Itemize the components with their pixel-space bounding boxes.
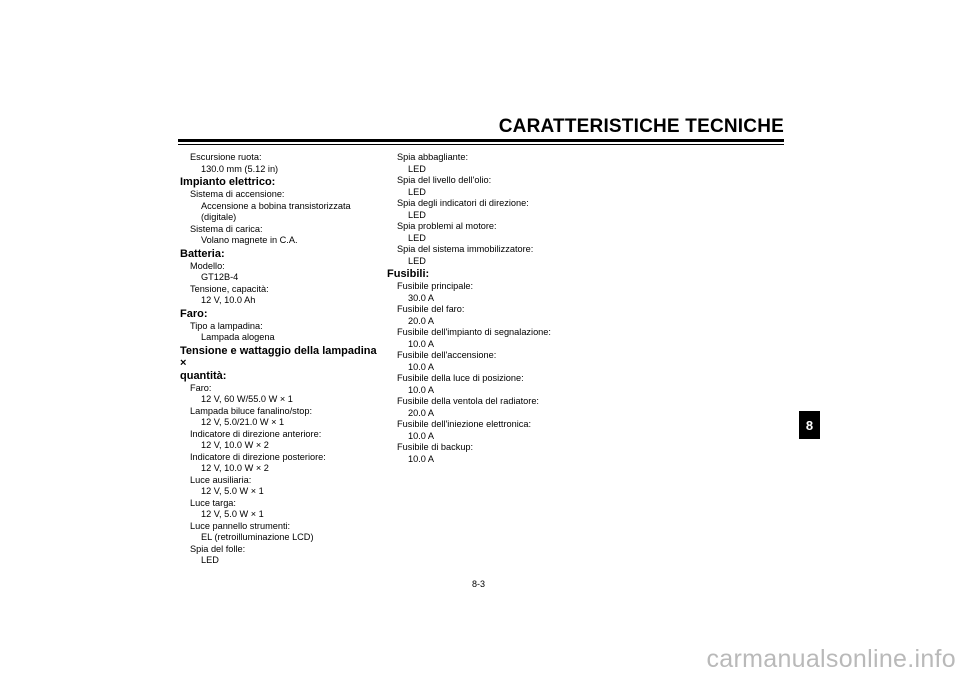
spec-value: LED	[408, 232, 426, 243]
spec-value: LED	[408, 186, 426, 197]
spec-value: GT12B-4	[201, 272, 239, 282]
spec-value: 12 V, 60 W/55.0 W × 1	[201, 394, 293, 404]
section-heading: Faro:	[180, 307, 208, 320]
spec-label: Spia degli indicatori di direzione:	[397, 198, 529, 208]
spec-label: Fusibile del faro:	[397, 304, 465, 314]
section-heading: Batteria:	[180, 247, 225, 260]
spec-value: Accensione a bobina transistorizzata	[201, 200, 351, 211]
spec-label: Fusibile dell'impianto di segnalazione:	[397, 327, 551, 337]
spec-label: Faro:	[190, 382, 212, 393]
spec-label: Spia del livello dell'olio:	[397, 175, 492, 185]
spec-value: 10.0 A	[408, 361, 435, 372]
spec-value: 20.0 A	[408, 407, 435, 418]
spec-label: Fusibile della luce di posizione:	[397, 373, 524, 383]
spec-label: Tensione, capacità:	[190, 283, 269, 294]
spec-label: Indicatore di direzione posteriore:	[190, 451, 326, 462]
spec-label: Luce pannello strumenti:	[190, 520, 291, 531]
spec-label: Spia del sistema immobilizzatore:	[397, 244, 534, 254]
spec-value: LED	[408, 209, 426, 220]
spec-value: 10.0 A	[408, 338, 435, 349]
spec-label: Indicatore di direzione anteriore:	[190, 428, 322, 439]
spec-label: Spia abbagliante:	[397, 152, 469, 162]
spec-label: Sistema di carica:	[190, 223, 263, 234]
watermark: carmanualsonline.info	[706, 645, 956, 673]
spec-label: Fusibile dell'accensione:	[397, 350, 497, 360]
title-rule-thick	[178, 139, 784, 142]
spec-label: Fusibile principale:	[397, 281, 474, 291]
title-rule-thin	[178, 144, 784, 145]
spec-label: Modello:	[190, 260, 225, 271]
spec-value: Lampada alogena	[201, 332, 275, 342]
spec-value: 12 V, 5.0/21.0 W × 1	[201, 417, 285, 427]
spec-value: LED	[408, 255, 426, 266]
chapter-tab[interactable]: 8	[799, 411, 820, 439]
spec-value: 30.0 A	[408, 292, 435, 303]
spec-label: Sistema di accensione:	[190, 189, 285, 199]
spec-label: Fusibile dell'iniezione elettronica:	[397, 419, 532, 429]
page-number: 8-3	[472, 579, 486, 589]
spec-value: 12 V, 10.0 Ah	[201, 295, 256, 305]
spec-label: Spia del folle:	[190, 543, 246, 554]
spec-label: Spia problemi al motore:	[397, 221, 497, 231]
section-heading: Tensione e wattaggio della lampadina ×	[180, 344, 377, 369]
spec-value: LED	[408, 163, 426, 174]
page-title: CARATTERISTICHE TECNICHE	[498, 116, 784, 137]
spec-label: Tipo a lampadina:	[190, 320, 263, 331]
spec-label: Lampada biluce fanalino/stop:	[190, 405, 313, 416]
spec-label: Escursione ruota:	[190, 152, 262, 162]
spec-value: 12 V, 5.0 W × 1	[201, 486, 264, 496]
spec-value: LED	[201, 555, 219, 565]
spec-label: Luce ausiliaria:	[190, 474, 252, 485]
spec-value: 20.0 A	[408, 315, 435, 326]
section-heading: quantità:	[180, 369, 227, 382]
spec-value: 12 V, 10.0 W × 2	[201, 440, 269, 450]
section-heading: Fusibili:	[387, 268, 430, 280]
spec-value: 10.0 A	[408, 453, 435, 464]
spec-label: Fusibile della ventola del radiatore:	[397, 396, 539, 406]
right-spec-column	[387, 152, 587, 465]
spec-value: 10.0 A	[408, 384, 435, 395]
spec-value: EL (retroilluminazione LCD)	[201, 532, 314, 542]
spec-value: 130.0 mm (5.12 in)	[201, 163, 279, 174]
spec-label: Luce targa:	[190, 497, 236, 508]
spec-value: (digitale)	[201, 212, 237, 222]
left-spec-column	[180, 152, 380, 567]
spec-value: 12 V, 5.0 W × 1	[201, 509, 264, 519]
spec-value: Volano magnete in C.A.	[201, 235, 298, 245]
spec-value: 10.0 A	[408, 430, 435, 441]
section-heading: Impianto elettrico:	[180, 176, 276, 188]
spec-value: 12 V, 10.0 W × 2	[201, 463, 269, 473]
spec-label: Fusibile di backup:	[397, 442, 474, 452]
